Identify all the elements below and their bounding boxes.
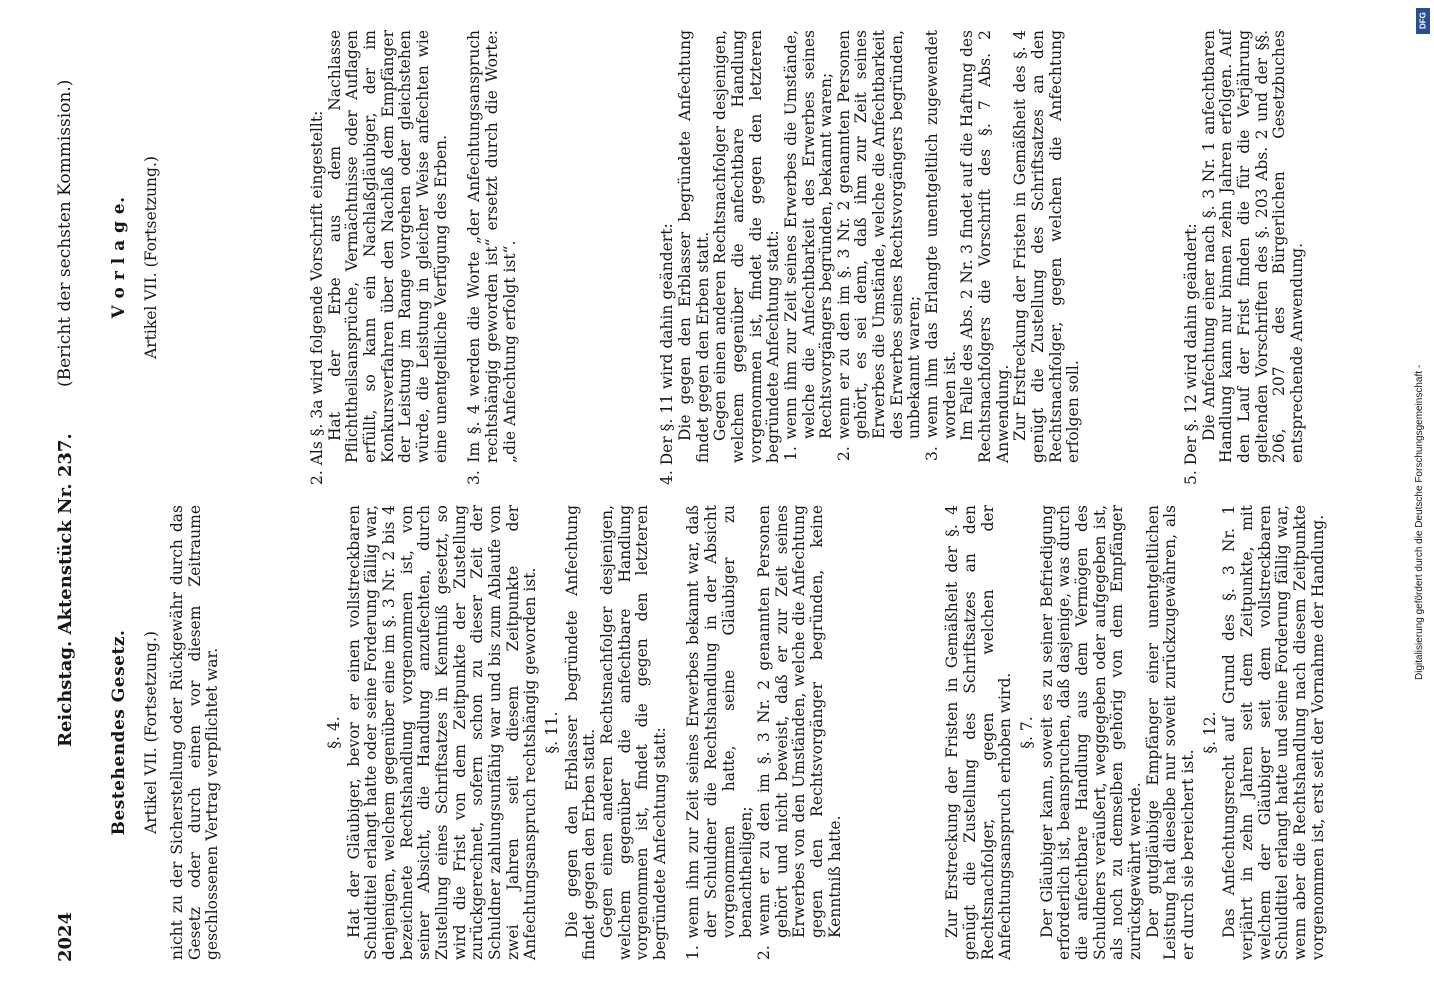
amendment-4-p3: Im Falle des Abs. 2 Nr. 3 findet auf die Haftung des Rechtsnachfolgers die Vorschrift des §. 7 Abs. 2 Anwendung. (958, 30, 1012, 463)
article-heading-left: Artikel VII. (Fortsetzung.) (142, 631, 161, 834)
article-heading-right: Artikel VII. (Fortsetzung.) (142, 156, 161, 359)
section-7-p2: Der gutgläubige Empfänger einer unentgeltlichen Leistung hat dieselbe nur soweit zurückzugewähren, als er durch sie bereichert ist. (1143, 505, 1197, 960)
header-note: (Bericht der sechsten Kommission.) (55, 79, 75, 387)
header-title: Reichstag. Aktenstück Nr. 237. (55, 433, 76, 747)
amendment-4-sub-2: 2. wenn er zu den im §. 3 Nr. 2 genannten Personen gehört, es sei denn, daß ihm zur Zeit seines Erwerbes die Umstände, welche die Anfechtbarkeit des Erwerbes seines Rechtsvorgängers begründen, unbekannt waren; (834, 30, 924, 461)
dfg-logo: DFG (1416, 8, 1430, 34)
intro-paragraph: nicht zu der Sicherstellung oder Rückgewähr durch das Gesetz oder durch einen vor diesem Zeitraume geschlossenen Vertrag verpflichtet war. (168, 505, 222, 960)
section-4-text: Hat der Gläubiger, bevor er einen vollstreckbaren Schuldtitel erlangt hatte oder seine Forderung fällig war, denjenigen, welchem gegenüber eine im §. 3 Nr. 2 bis 4 bezeichnete Rechtshandlung vorgenommen ist, von seiner Absicht, die Handlung anzufechten, durch Zustellung eines Schriftsatzes in Kenntniß gesetzt, so wird die Frist von dem Zeitpunkte der Zustellung zurückgerechnet, sofern schon zu dieser Zeit der Schuldner zahlungsunfähig war und bis zum Ablaufe von zwei Jahren seit diesem Zeitpunkte der Anfechtungsanspruch rechtshängig geworden ist. (344, 505, 540, 960)
amendment-4-lead: 4. Der §. 11 wird dahin geändert: (658, 223, 677, 485)
column-title-right: V o r l a g e. (109, 196, 129, 319)
section-11-p3: Zur Erstreckung der Fristen in Gemäßheit der §. 4 genügt die Zustellung des Schriftsatzes an den Rechtsnachfolger, gegen welchen der Anfechtungsanspruch erhoben wird. (943, 505, 1015, 960)
section-heading-11: §. 11. (542, 711, 561, 754)
section-12-text: Das Anfechtungsrecht auf Grund des §. 3 Nr. 1 verjährt in zehn Jahren seit dem Zeitpunkte, mit welchem der Gläubiger seit dem vollstreckbaren Schuldtitel erlangt hatte und seine Forderung fällig war, wenn aber die Rechtshandlung nach diesem Zeitpunkte vorgenommen ist, erst seit der Vornahme der Handlung. (1220, 505, 1327, 960)
section-7-p1: Der Gläubiger kann, soweit es zu seiner Befriedigung erforderlich ist, beanspruchen, daß dasjenige, was durch die anfechtbare Handlung aus dem Vermögen des Schuldners veräußert, weggegeben oder aufgegeben ist, als noch zu demselben gehörig von dem Empfänger zurückgewährt werde. (1037, 505, 1144, 960)
amendment-4-sub-1: 1. wenn ihm zur Zeit seines Erwerbes die Umstände, welche die Anfechtbarkeit des Erwerbes seines Rechtsvorgängers begründen, bekannt waren; (781, 30, 836, 461)
amendment-4-sub-3: 3. wenn ihm das Erlangte unentgeltlich zugewendet worden ist. (923, 30, 959, 461)
section-11-p1: Die gegen den Erblasser begründete Anfechtung findet gegen den Erben statt. (562, 505, 599, 960)
section-11-item-1: 1. wenn ihm zur Zeit seines Erwerbes bekannt war, daß der Schuldner die Rechtshandlung in der Absicht vorgenommen hatte, seine Gläubiger zu benachtheiligen; (684, 505, 756, 960)
page-number: 2024 (55, 911, 76, 962)
section-11-item-2: 2. wenn er zu den im §. 3 Nr. 2 genannten Personen gehört und nicht beweist, daß er zur Zeit seines Erwerbes von den Umständen, welche die Anfechtung gegen den Rechtsvorgänger begründen, keine Kenntniß hatte. (755, 505, 844, 960)
amendment-5-text: Die Anfechtung einer nach §. 3 Nr. 1 anfechtbaren Handlung kann nur binnen zehn Jahren erfolgen. Auf den Lauf der Frist finden die für die Verjährung geltenden Vorschriften des §. 203 Abs. 2 und der §§. 206, 207 des Bürgerlichen Gesetzbuches entsprechende Anwendung. (1199, 30, 1306, 463)
amendment-5-lead: 5. Der §. 12 wird dahin geändert: (1182, 223, 1200, 485)
section-heading-4: §. 4. (325, 716, 343, 749)
amendment-2-text: Hat der Erbe aus dem Nachlasse Pflichttheilsansprüche, Vermächtnisse oder Auflagen erfüllt, so kann ein Nachlaßgläubiger, der im Konkursverfahren über den Nachlaß dem Empfänger der Leistung im Range vorgehen oder gleichstehen würde, die Leistung in gleicher Weise anfechten wie eine unentgeltliche Verfügung des Erben. (325, 30, 450, 463)
amendment-4-p4: Zur Erstreckung der Fristen in Gemäßheit des §. 4 genügt die Zustellung des Schriftsatzes an den Rechtsnachfolger, gegen welchen die Anfechtung erfolgen soll. (1011, 30, 1083, 463)
section-heading-12: §. 12. (1200, 711, 1219, 754)
column-title-left: Bestehendes Gesetz. (109, 629, 129, 836)
amendment-4-p1: Die gegen den Erblasser begründete Anfechtung findet gegen den Erben statt. (675, 30, 712, 463)
section-11-p2: Gegen einen anderen Rechtsnachfolger desjenigen, welchem gegenüber die anfechtbare Handlung vorgenommen ist, findet die gegen den letzteren begründete Anfechtung statt: (597, 505, 669, 960)
section-heading-7: §. 7. (1018, 716, 1036, 749)
column-proposal (110, 30, 1310, 485)
column-existing-law (109, 505, 1327, 960)
amendment-2-lead: 2. Als §. 3a wird folgende Vorschrift eingestellt: (308, 110, 327, 485)
amendment-3: 3. Im §. 4 werden die Worte „der Anfechtungsanspruch rechtshängig geworden ist“ ersetzt durch die Worte: „die Anfechtung erfolgt ist“. (465, 30, 519, 485)
page-header (56, 42, 86, 962)
amendment-4-p2: Gegen einen anderen Rechtsnachfolger desjenigen, welchem gegenüber die anfechtbare Handlung vorgenommen ist, findet die gegen den letzteren begründete Anfechtung statt: (711, 30, 783, 463)
digitization-credit: Digitalisierung gefördert durch die Deutsche Forschungsgemeinschaft - (1414, 364, 1425, 680)
